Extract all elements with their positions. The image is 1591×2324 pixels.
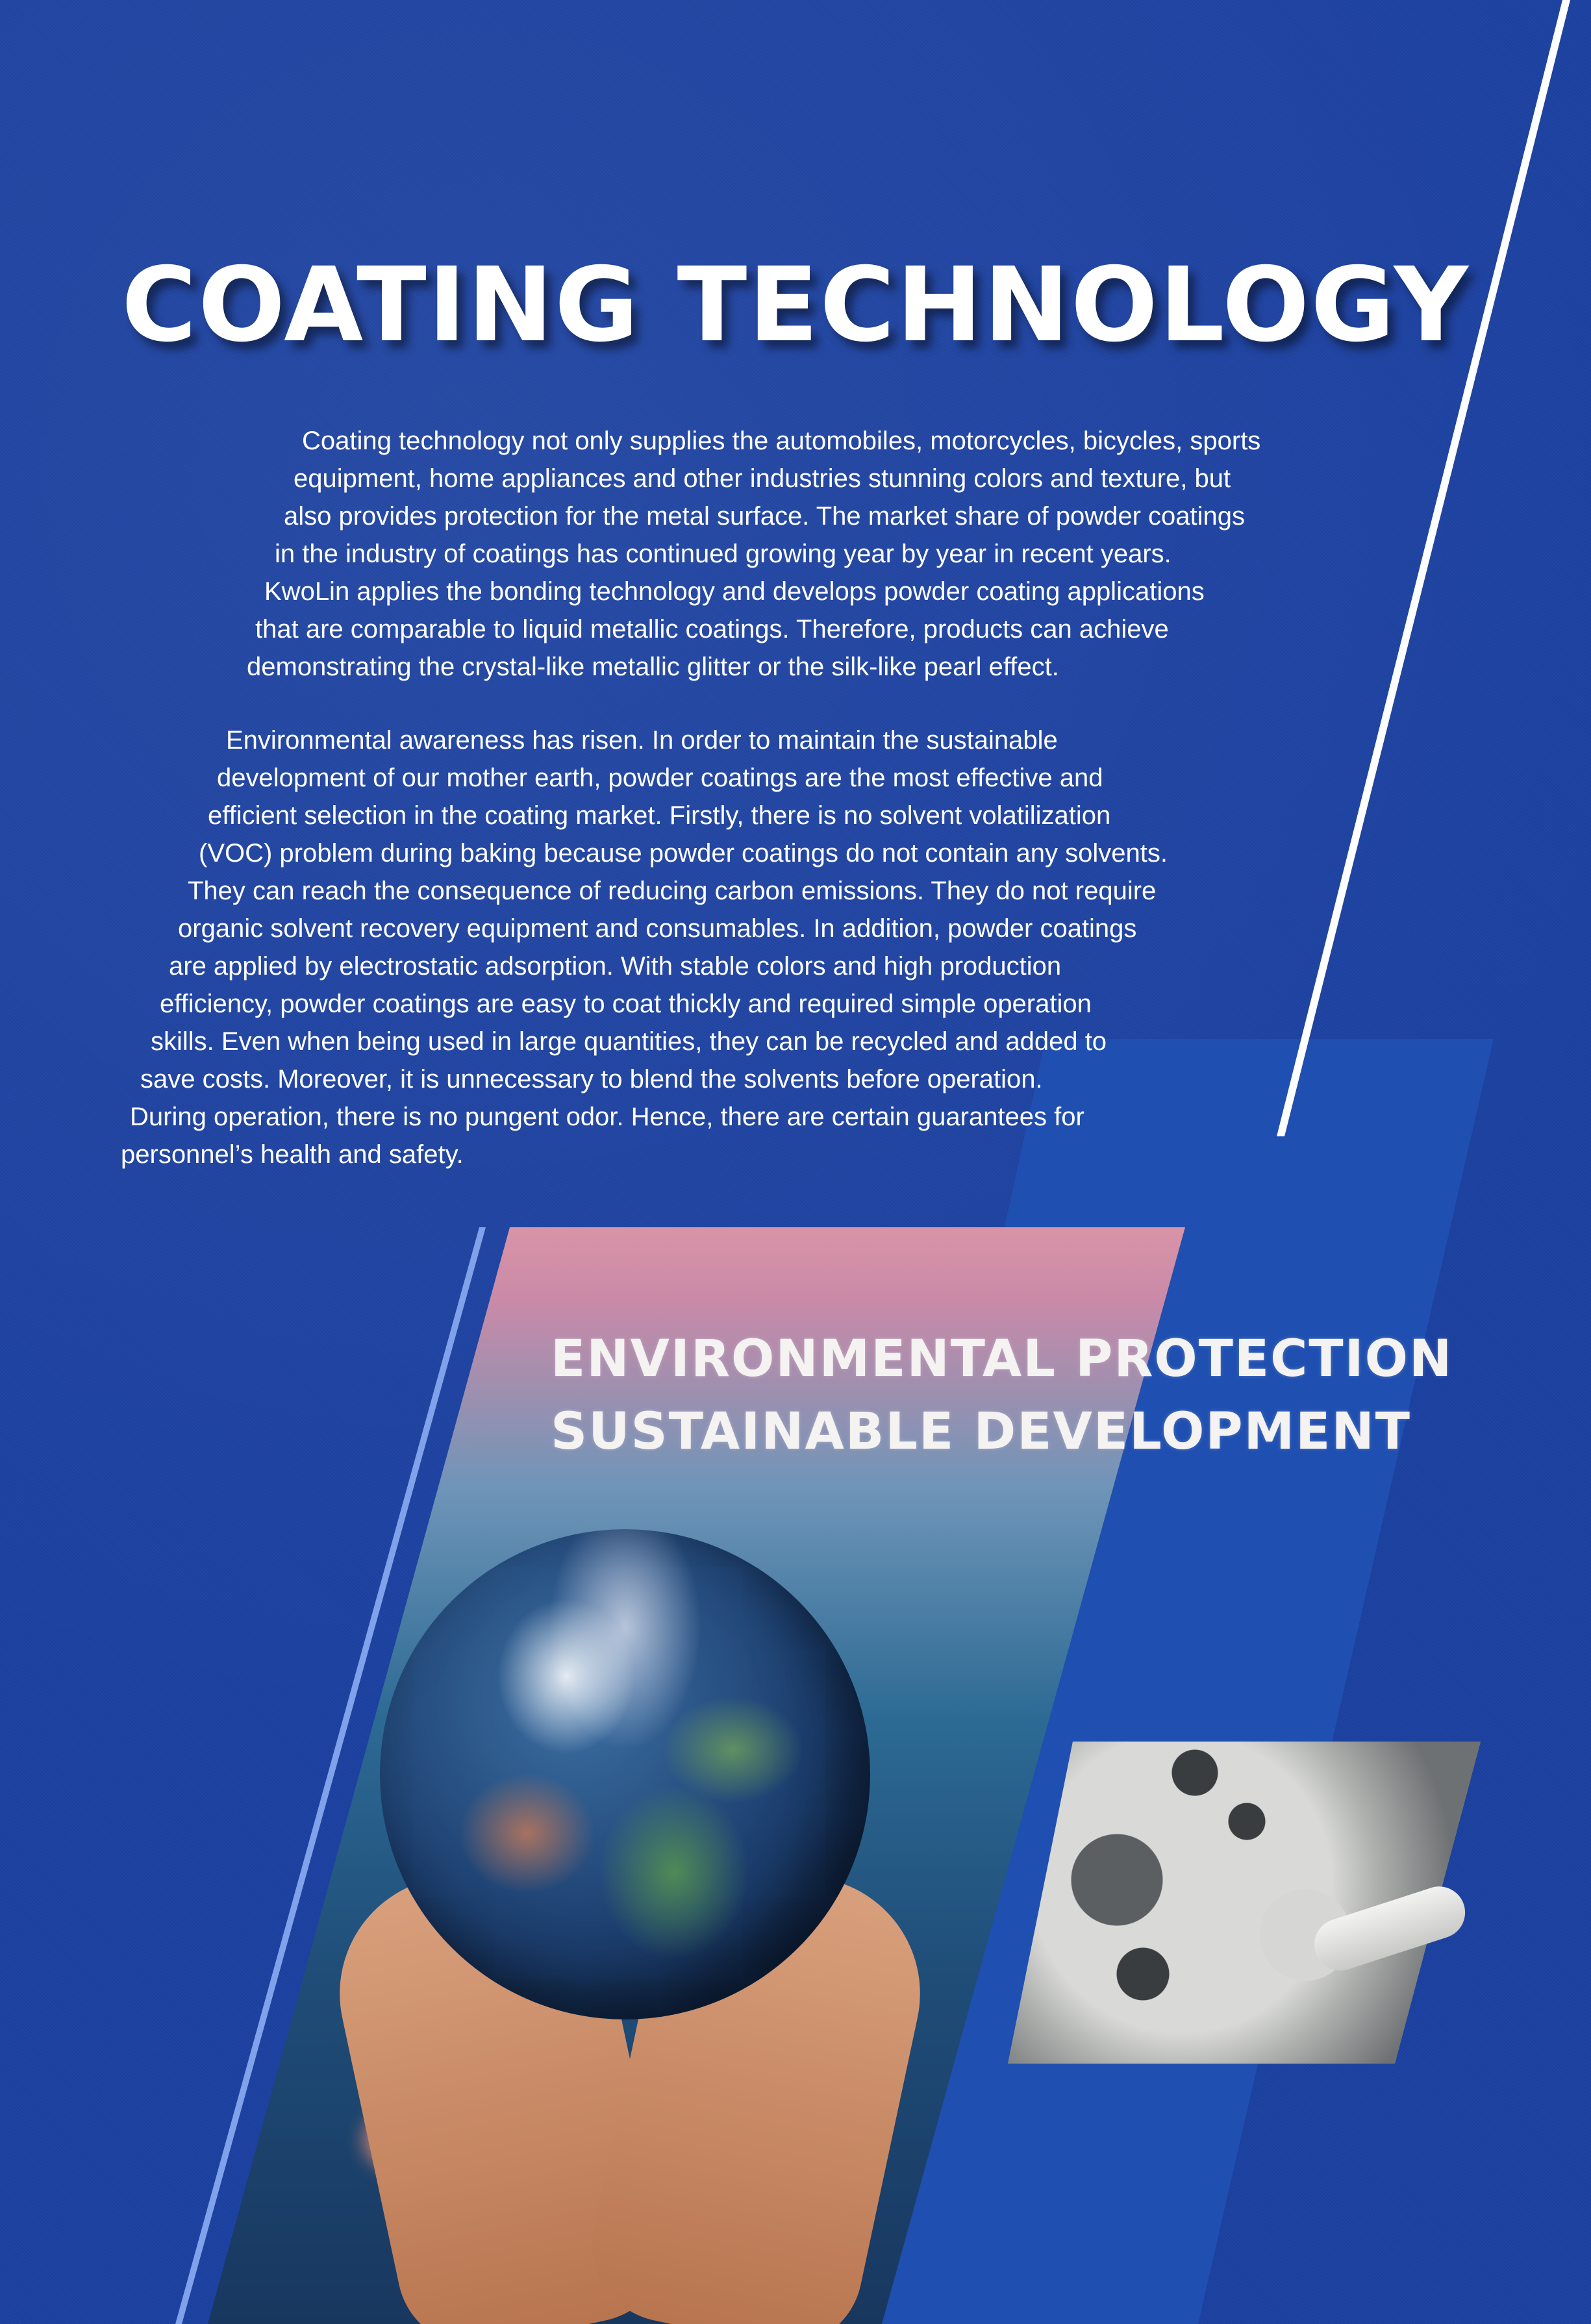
paragraph-line: Coating technology not only supplies the automobiles, motorcycles, bicycles, sports [302, 427, 1261, 455]
paragraph-line: development of our mother earth, powder coatings are the most effective and [217, 764, 1103, 792]
paragraph-line: equipment, home appliances and other industries stunning colors and texture, but [294, 464, 1231, 493]
paragraph-line: also provides protection for the metal surface. The market share of powder coatings [284, 502, 1246, 531]
page-title: COATING TECHNOLOGY [121, 245, 1470, 365]
paragraph-line: demonstrating the crystal-like metallic glitter or the silk-like pearl effect. [247, 653, 1059, 681]
paragraph-line: are applied by electrostatic adsorption. With stable colors and high production [169, 952, 1062, 981]
paragraph-line: skills. Even when being used in large quantities, they can be recycled and added to [151, 1027, 1107, 1056]
subheading-line-2: SUSTAINABLE DEVELOPMENT [551, 1403, 1411, 1461]
earth-globe-icon [380, 1529, 870, 2019]
paragraph-line: efficiency, powder coatings are easy to coat thickly and required simple operation [160, 990, 1092, 1018]
paragraph-line: Environmental awareness has risen. In order to maintain the sustainable [226, 726, 1058, 755]
intro-paragraph [247, 422, 1383, 686]
subheading-line-1: ENVIRONMENTAL PROTECTION [551, 1330, 1453, 1388]
paragraph-line: KwoLin applies the bonding technology and develops powder coating applications [264, 577, 1205, 606]
environment-paragraph [121, 721, 1322, 1173]
paragraph-line: personnel’s health and safety. [121, 1140, 464, 1169]
paragraph-line: During operation, there is no pungent odor. Hence, there are certain guarantees for [130, 1103, 1084, 1131]
paragraph-line: in the industry of coatings has continued growing year by year in recent years. [275, 540, 1171, 568]
paragraph-line: organic solvent recovery equipment and consumables. In addition, powder coatings [178, 914, 1137, 943]
paragraph-line: that are comparable to liquid metallic coatings. Therefore, products can achieve [255, 615, 1169, 643]
paragraph-line: save costs. Moreover, it is unnecessary to blend the solvents before operation. [140, 1065, 1043, 1093]
paragraph-line: (VOC) problem during baking because powder coatings do not contain any solvents. [199, 839, 1168, 868]
paragraph-line: They can reach the consequence of reducing carbon emissions. They do not require [188, 877, 1157, 905]
paragraph-line: efficient selection in the coating market. Firstly, there is no solvent volatilization [208, 801, 1111, 830]
